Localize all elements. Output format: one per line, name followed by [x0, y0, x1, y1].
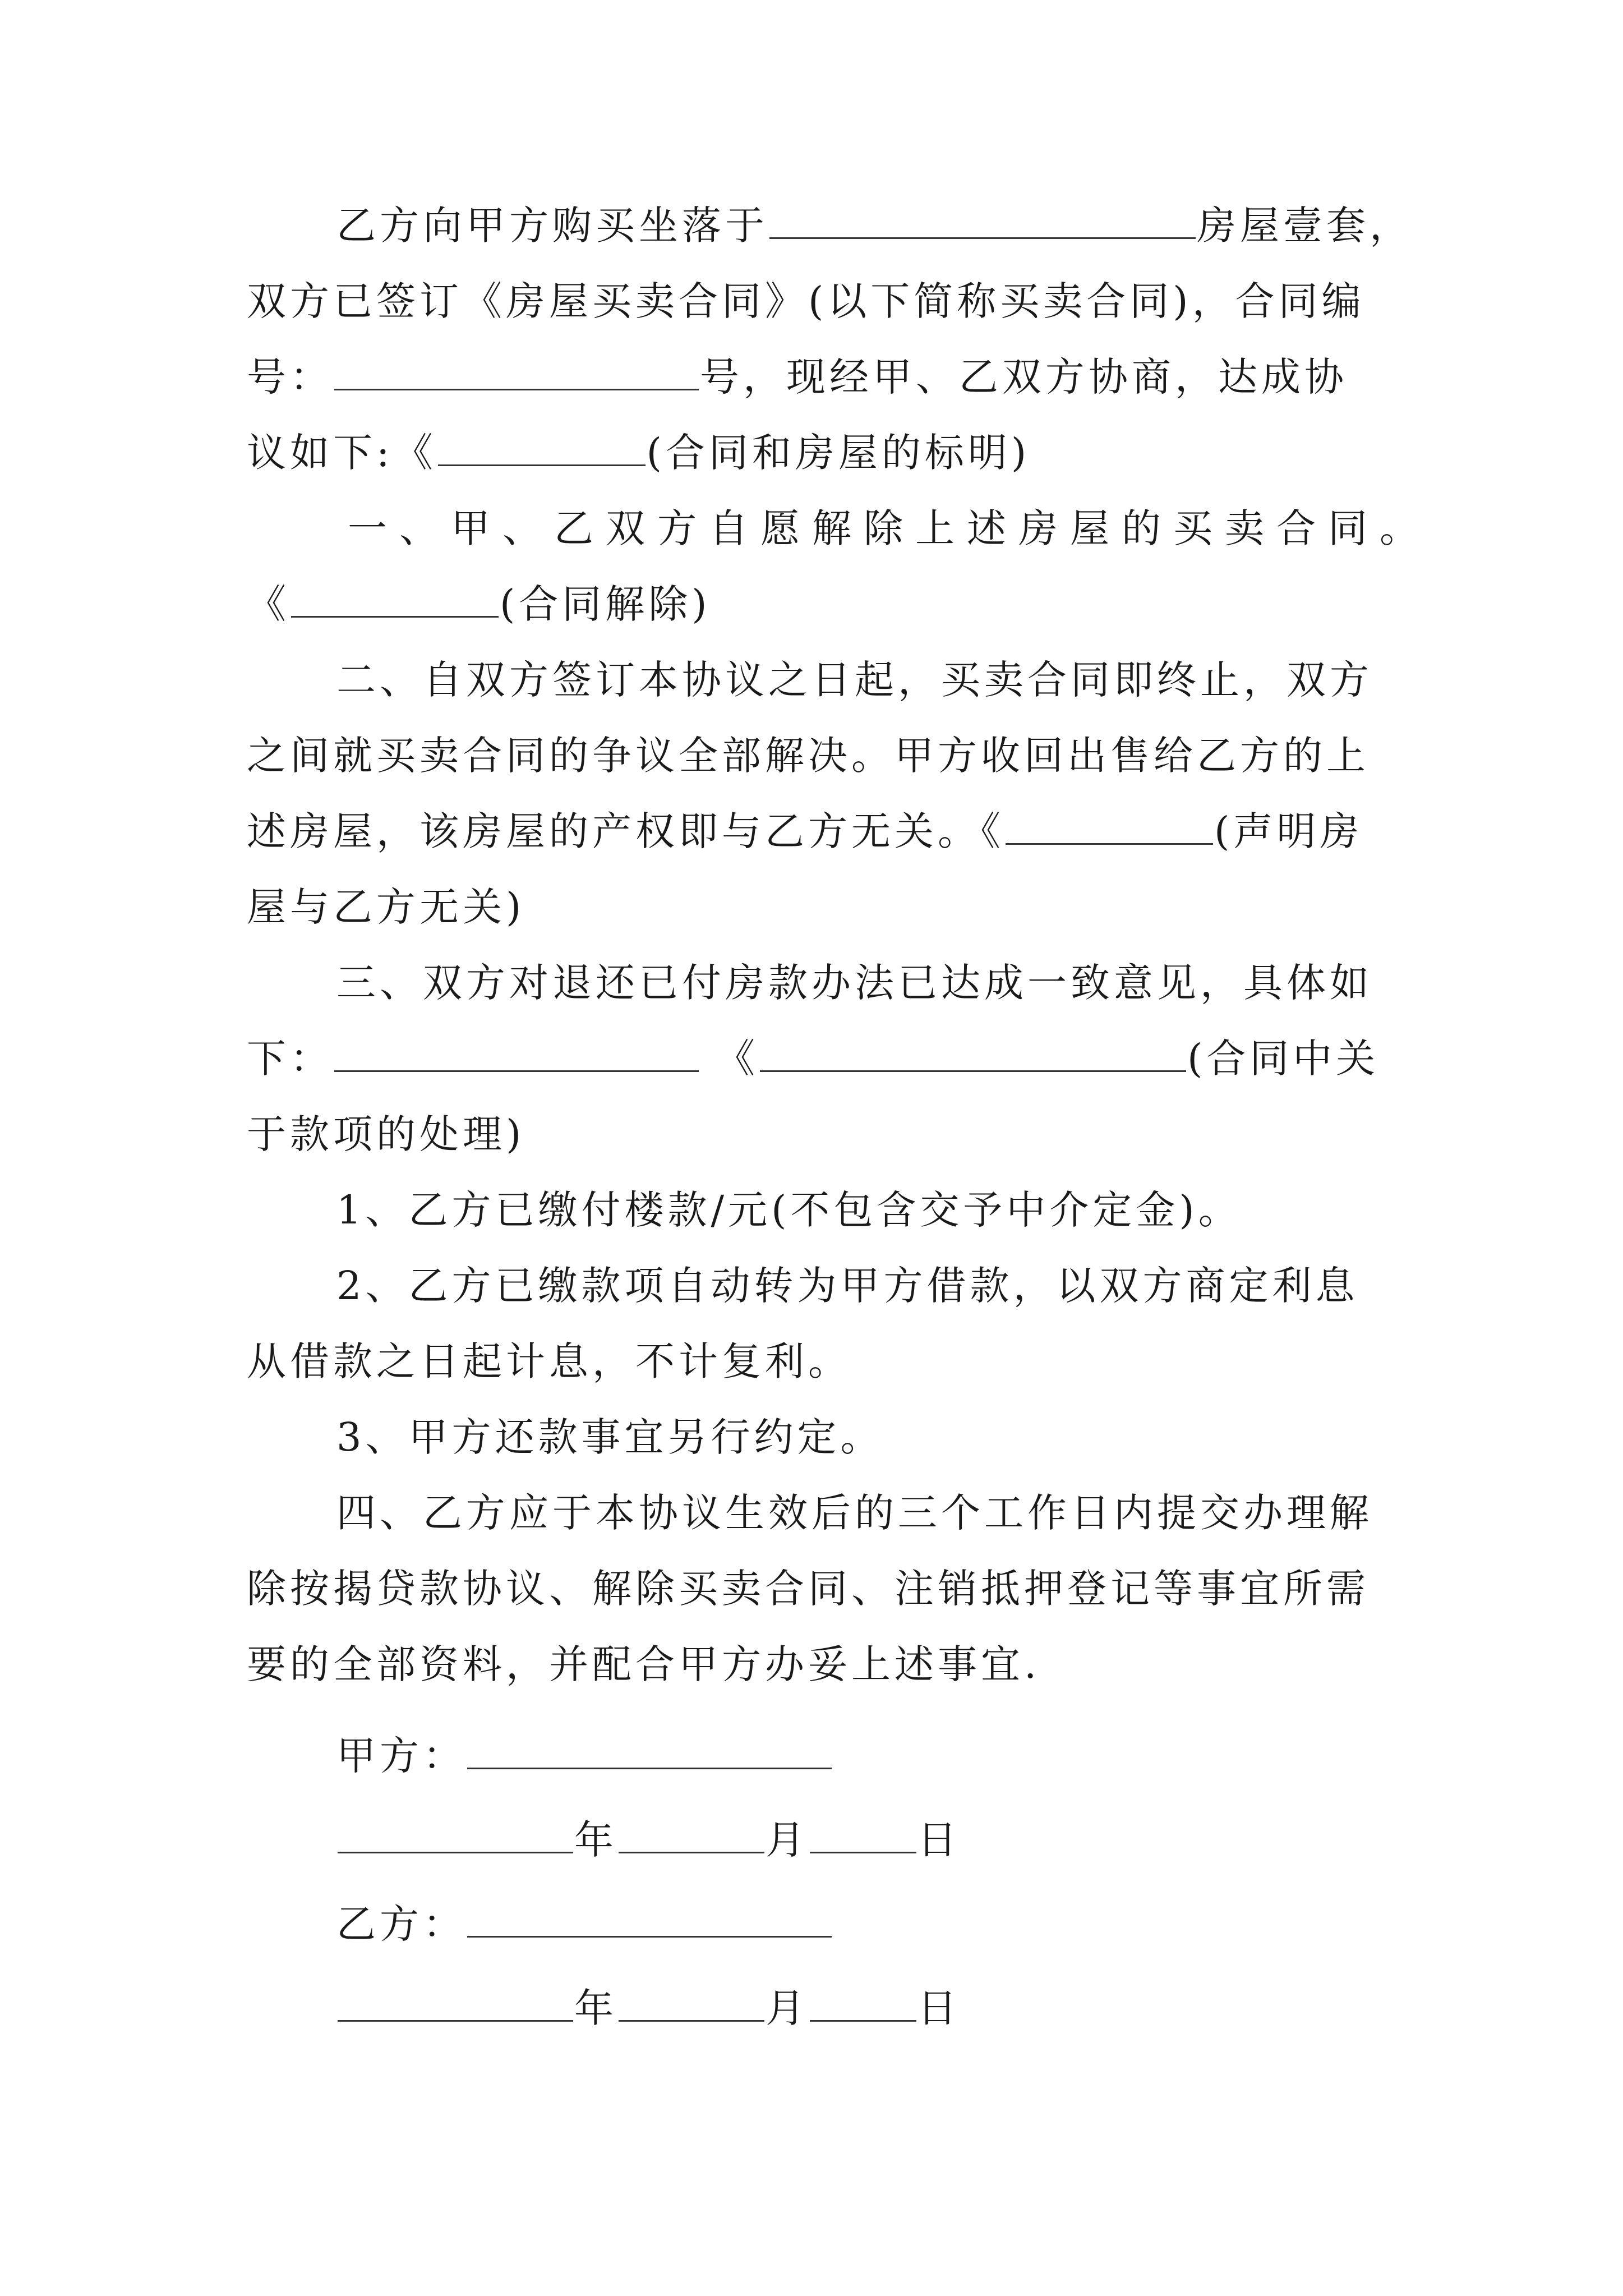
clause-3-text: (合同中关 [1187, 1036, 1380, 1082]
intro-text: 号，现经甲、乙双方协商，达成协 [700, 354, 1348, 400]
clause-2-text: 二、自双方签订本协议之日起，买卖合同即终止，双方 [336, 657, 1373, 703]
clause-3-text: 《 [716, 1036, 759, 1082]
item-text: 从借款之日起计息，不计复利。 [247, 1338, 851, 1384]
intro-text: 乙方向甲方购买坐落于 [336, 203, 768, 249]
clause-1-text: 《 [247, 581, 290, 627]
clause-3-item-3 [336, 1412, 884, 1462]
clause-3-line-3 [247, 1109, 525, 1159]
intro-text: 房屋壹套， [1197, 203, 1413, 249]
clause-4-text: 要的全部资料，并配合甲方办妥上述事宜. [247, 1641, 1041, 1687]
intro-line-2 [247, 276, 1365, 326]
party-b-year-blank[interactable] [338, 1985, 573, 2022]
clause-2-text: (声明房 [1214, 808, 1363, 854]
clause-2-line-4 [247, 882, 525, 932]
contract-number-blank[interactable] [334, 354, 699, 390]
clause-3-item-2-cont [247, 1336, 851, 1387]
party-b-signature-line [336, 1899, 833, 1949]
clause-1-line-1 [348, 503, 1431, 554]
party-a-year-blank[interactable] [338, 1817, 573, 1853]
party-a-signature-line [336, 1731, 833, 1781]
clause-3-text: 下： [247, 1036, 333, 1082]
clause-2-line-2 [247, 730, 1370, 781]
clause-3-line-1 [336, 958, 1373, 1008]
clause-1-line-2 [247, 579, 711, 629]
party-b-month-blank[interactable] [619, 1985, 764, 2022]
clause-2-line-3 [247, 806, 1363, 857]
party-b-date-line [336, 1983, 961, 2033]
clause-3-blank[interactable] [760, 1036, 1186, 1072]
clause-3-item-2 [336, 1260, 1359, 1311]
clause-1-text: (合同解除) [500, 581, 711, 627]
intro-text: (合同和房屋的标明) [646, 430, 1031, 476]
party-a-day-blank[interactable] [810, 1817, 916, 1853]
intro-line-1 [336, 200, 1413, 251]
clause-2-text: 屋与乙方无关) [247, 884, 525, 930]
clause-2-text: 述房屋，该房屋的产权即与乙方无关。《 [247, 808, 1004, 854]
party-a-date-line [336, 1815, 961, 1865]
clause-3-text: 三、双方对退还已付房款办法已达成一致意见，具体如 [336, 960, 1373, 1006]
party-b-label: 乙方： [336, 1901, 466, 1947]
property-location-blank[interactable] [769, 203, 1196, 239]
intro-line-4 [247, 427, 1030, 478]
clause-1-blank[interactable] [291, 581, 499, 618]
intro-text: 双方已签订《房屋买卖合同》(以下简称买卖合同)，合同编 [247, 278, 1365, 324]
day-label: 日 [917, 1985, 961, 2031]
refund-method-blank[interactable] [334, 1036, 699, 1072]
year-label: 年 [574, 1817, 617, 1863]
item-text: 2、乙方已缴款项自动转为甲方借款，以双方商定利息 [336, 1263, 1359, 1309]
party-a-month-blank[interactable] [619, 1817, 764, 1853]
item-text: 3、甲方还款事宜另行约定。 [336, 1414, 884, 1460]
clause-4-text: 四、乙方应于本协议生效后的三个工作日内提交办理解 [336, 1490, 1373, 1536]
clause-1-text: 一、甲、乙双方自愿解除上述房屋的买卖合同。 [348, 505, 1431, 551]
clause-2-blank[interactable] [1006, 808, 1213, 845]
clause-2-line-1 [336, 655, 1373, 705]
clause-3-line-2 [247, 1033, 1379, 1084]
clause-3-item-1 [336, 1185, 1242, 1235]
clause-4-line-3 [247, 1639, 1040, 1690]
year-label: 年 [574, 1985, 617, 2031]
intro-note-blank[interactable] [438, 430, 645, 466]
party-b-signature-blank[interactable] [467, 1901, 832, 1938]
month-label: 月 [766, 1985, 809, 2031]
clause-2-text: 之间就买卖合同的争议全部解决。甲方收回出售给乙方的上 [247, 733, 1370, 779]
clause-4-text: 除按揭贷款协议、解除买卖合同、注销抵押登记等事宜所需 [247, 1566, 1370, 1612]
clause-4-line-2 [247, 1563, 1370, 1614]
intro-text: 号： [247, 354, 333, 400]
party-a-label: 甲方： [336, 1733, 466, 1779]
party-b-day-blank[interactable] [810, 1985, 916, 2022]
party-a-signature-blank[interactable] [467, 1733, 832, 1769]
intro-line-3 [247, 352, 1348, 402]
clause-3-text: 于款项的处理) [247, 1111, 525, 1157]
month-label: 月 [766, 1817, 809, 1863]
clause-4-line-1 [336, 1488, 1373, 1538]
day-label: 日 [917, 1817, 961, 1863]
item-text: 1、乙方已缴付楼款/元(不包含交予中介定金)。 [336, 1187, 1242, 1233]
intro-text: 议如下:《 [247, 430, 437, 476]
